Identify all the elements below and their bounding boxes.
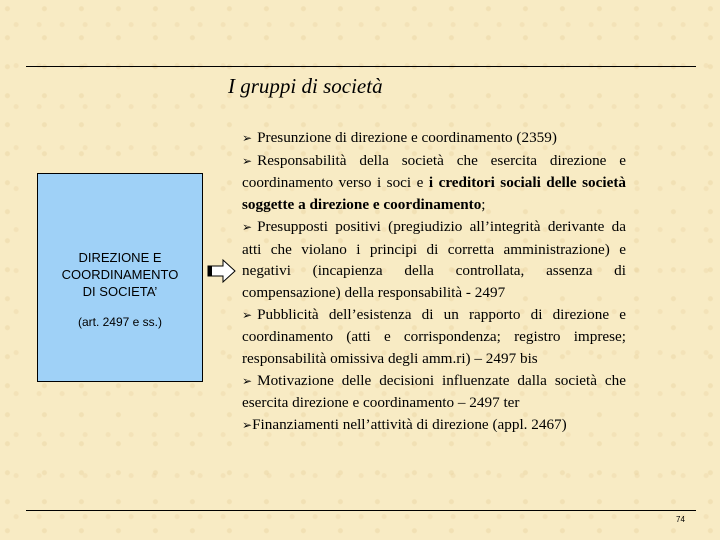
bottom-divider xyxy=(26,510,696,511)
box-article-reference: (art. 2497 e ss.) xyxy=(77,315,163,329)
direzione-coordinamento-box xyxy=(37,173,203,382)
bullet-arrow-icon: ➢ xyxy=(242,418,253,433)
box-line-2: COORDINAMENTO xyxy=(61,267,179,282)
box-line-3: DI SOCIETA’ xyxy=(82,284,158,299)
right-arrow-icon xyxy=(207,258,237,284)
page-number: 74 xyxy=(676,515,685,524)
page-title: I gruppi di società xyxy=(228,74,383,98)
box-line-1: DIREZIONE E xyxy=(78,250,162,265)
bullet-arrow-icon: ➢ xyxy=(242,131,253,145)
bullet-item: ➢Finanziamenti nell’attività di direzione (appl. 2467) xyxy=(242,416,567,434)
bullet-item: ➢ Pubblicità dell’esistenza di un rapporto di direzione e coordinamento (atti e corrispondenza; registro imprese; responsabilità omissiva degli amm.ri) – 2497 bis xyxy=(242,305,626,368)
bullet-item: ➢ Presupposti positivi (pregiudizio all’integrità derivante da atti che violano i principi di corretta amministrazione) e negativi (incapienza della controllata, assenza di compensazione) della responsabilità - 2497 xyxy=(242,217,626,301)
bullet-item: ➢ Presunzione di direzione e coordinamento (2359) xyxy=(242,129,557,146)
bullet-item: ➢ Motivazione delle decisioni influenzate dalla società che esercita direzione e coordinamento – 2497 ter xyxy=(242,371,626,412)
bullet-item: ➢ Responsabilità della società che esercita direzione e coordinamento verso i soci e i creditori sociali delle società soggette a direzione e coordinamento; xyxy=(242,151,627,214)
top-divider xyxy=(26,66,696,67)
bullet-arrow-icon: ➢ xyxy=(242,153,253,168)
box-heading xyxy=(38,249,202,300)
bullet-arrow-icon: ➢ xyxy=(242,373,253,388)
bullet-arrow-icon: ➢ xyxy=(242,219,253,234)
bullet-list xyxy=(242,127,626,437)
bullet-arrow-icon: ➢ xyxy=(242,307,253,322)
